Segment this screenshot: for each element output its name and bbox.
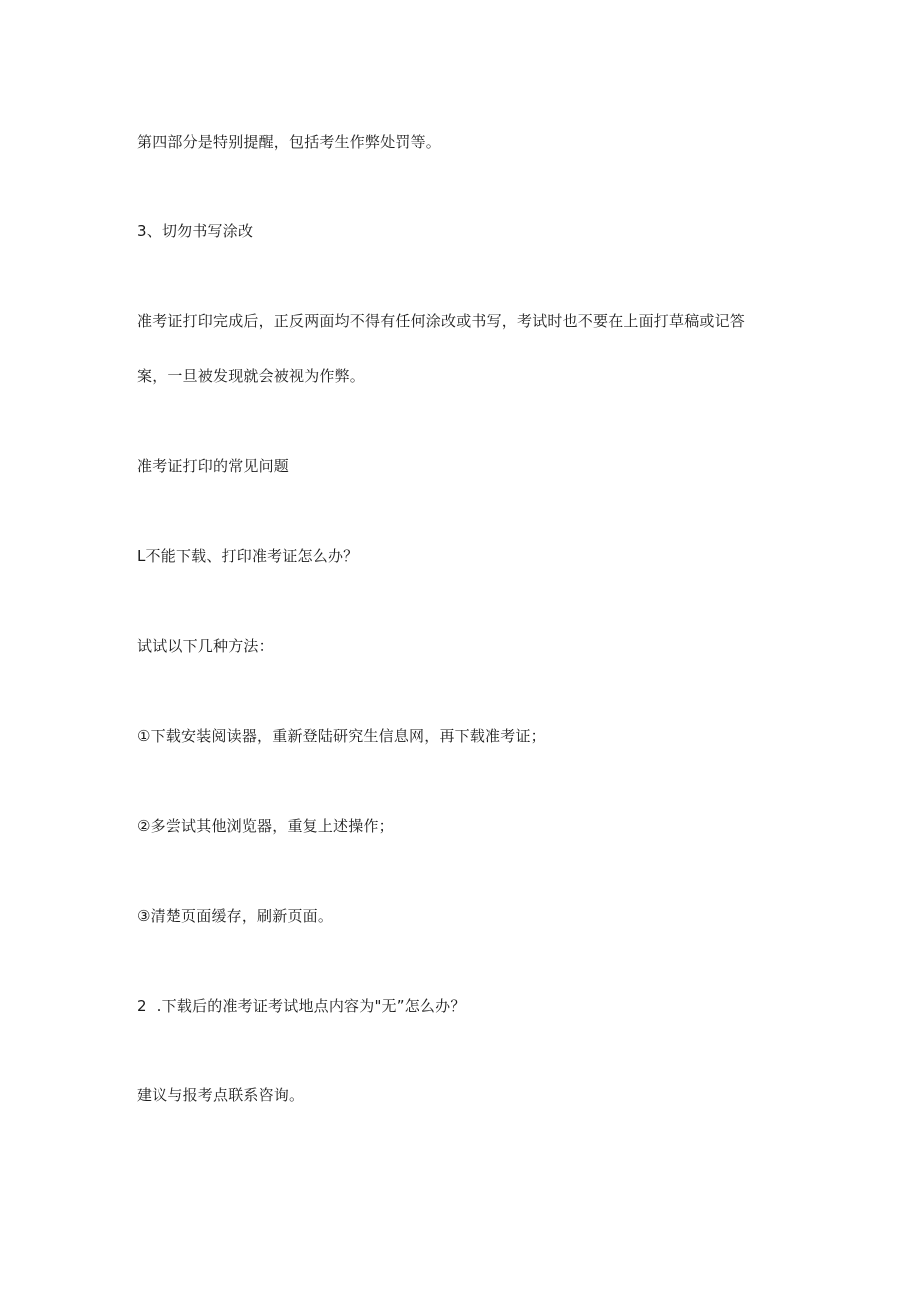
heading-common-problems: 准考证打印的常见问题 — [137, 457, 290, 475]
heading-no-alteration: 3、切勿书写涂改 — [137, 222, 254, 240]
list-item-method-3: ③清楚页面缓存，刷新页面。 — [137, 907, 334, 925]
question-cannot-download: L不能下载、打印准考证怎么办？ — [137, 547, 359, 565]
paragraph-no-alteration-line-1: 准考证打印完成后，正反两面均不得有任何涂改或书写，考试时也不要在上面打草稿或记答 — [137, 312, 746, 330]
paragraph-try-methods: 试试以下几种方法： — [137, 637, 274, 655]
paragraph-no-alteration-line-2: 案，一旦被发现就会被视为作弊。 — [137, 367, 366, 385]
paragraph-contact-advice: 建议与报考点联系咨询。 — [137, 1086, 305, 1104]
question-location-none: 2 .下载后的准考证考试地点内容为"无”怎么办？ — [137, 997, 466, 1015]
paragraph-special-reminder: 第四部分是特别提醒，包括考生作弊处罚等。 — [137, 133, 442, 151]
list-item-method-2: ②多尝试其他浏览器，重复上述操作； — [137, 817, 394, 835]
list-item-method-1: ①下载安装阅读器，重新登陆研究生信息网，再下载准考证； — [137, 727, 546, 745]
